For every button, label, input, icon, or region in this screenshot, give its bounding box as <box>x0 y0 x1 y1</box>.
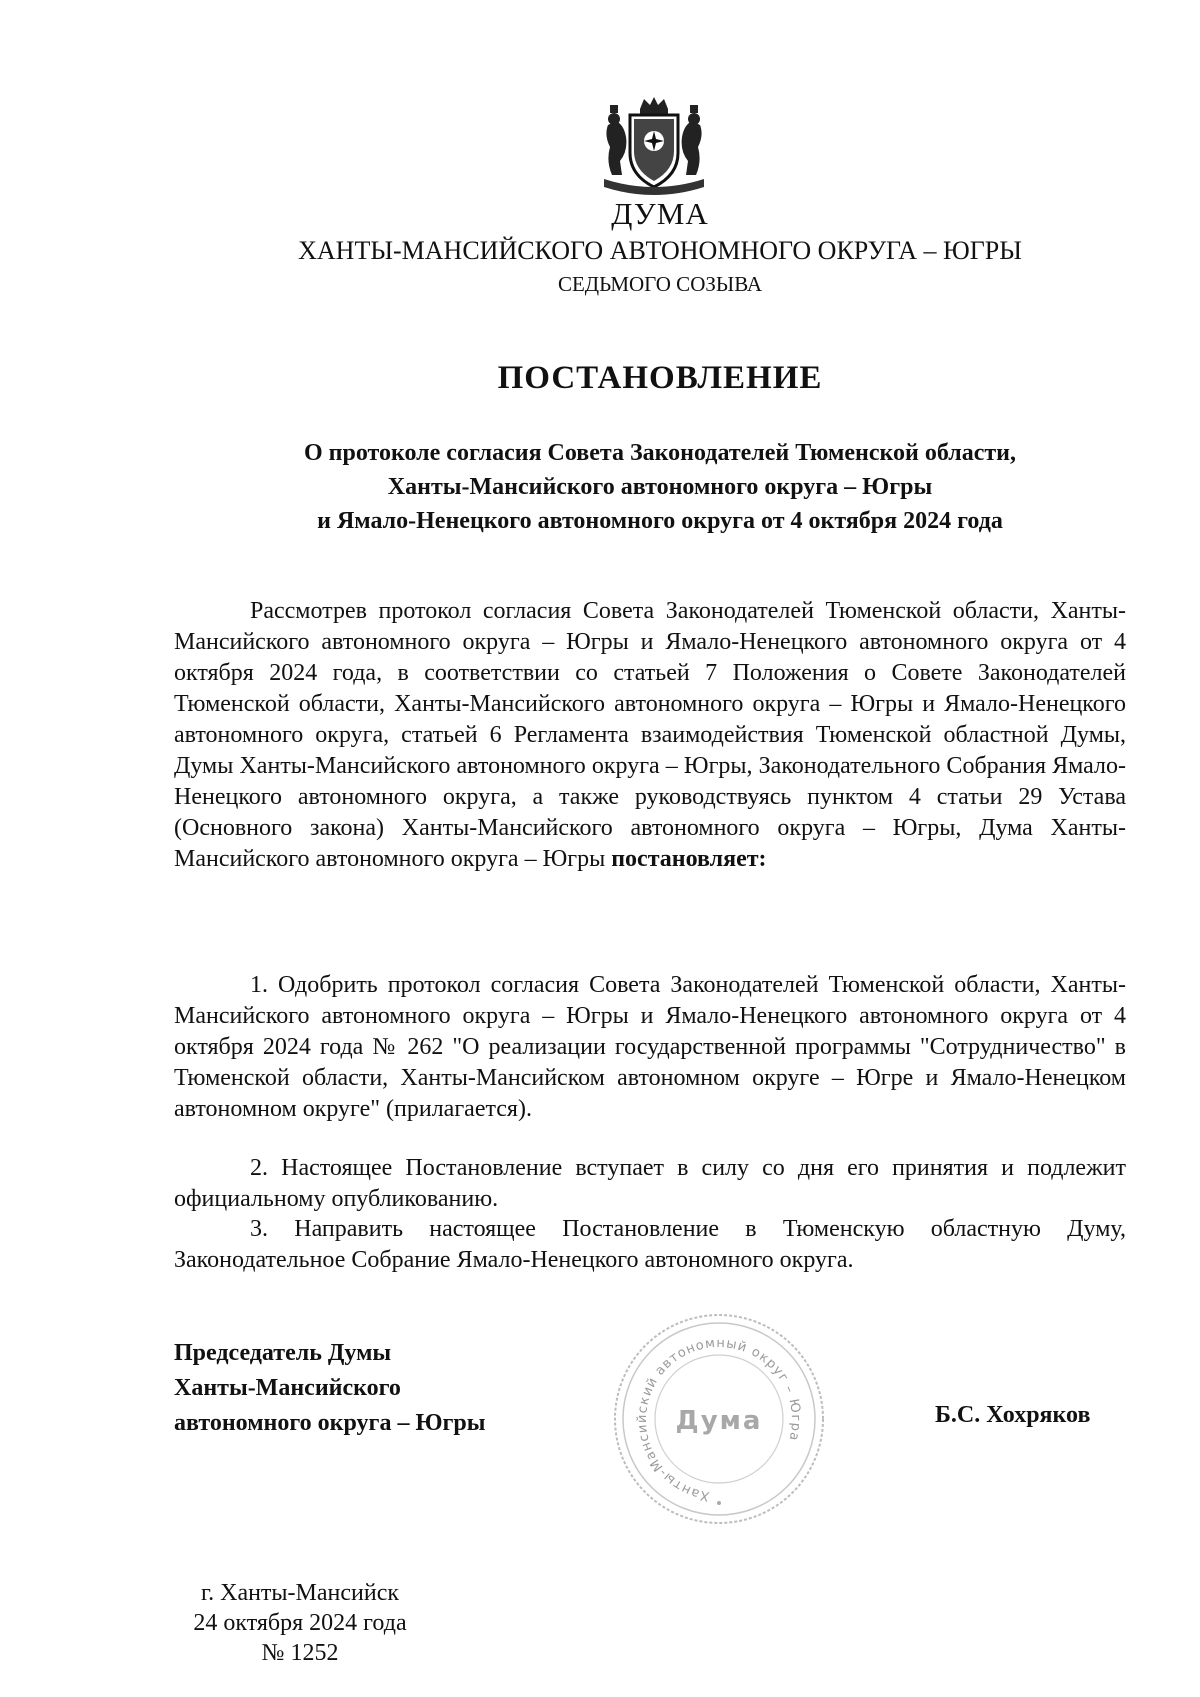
resolution-point-3: 3. Направить настоящее Постановление в Тюменскую областную Думу, Законодательное Собрание Ямало-Ненецкого автономного округа. <box>174 1216 1126 1273</box>
preamble-text: Рассмотрев протокол согласия Совета Законодателей Тюменской области, Ханты-Мансийского автономного округа – Югры и Ямало-Ненецкого автономного округа от 4 октября 2024 года, в соответствии со статьей 7 Положения о Совете Законодателей Тюменской области, Ханты-Мансийского автономного округа – Югры и Ямало-Ненецкого автономного округа, статьей 6 Регламента взаимодействия Тюменской областной Думы, Думы Ханты-Мансийского автономного округа – Югры, Законодательного Собрания Ямало-Ненецкого автономного округа, а также руководствуясь пунктом 4 статьи 29 Устава (Основного закона) Ханты-Мансийского автономного округа – Югры, Дума Ханты-Мансийского автономного округа – Югры <box>174 598 1126 872</box>
signer-position-line: Ханты-Мансийского <box>174 1375 401 1401</box>
signer-position-line: Председатель Думы <box>174 1340 392 1366</box>
seal-center-text: Дума <box>675 1406 763 1436</box>
signer-position-line: автономного округа – Югры <box>174 1410 486 1436</box>
place: г. Ханты-Мансийск <box>200 1580 400 1606</box>
org-name: ДУМА <box>611 196 709 231</box>
convocation: СЕДЬМОГО СОЗЫВА <box>557 272 763 296</box>
resolution-point-2: 2. Настоящее Постановление вступает в силу со дня его принятия и подлежит официальному опубликованию. <box>174 1155 1126 1212</box>
resolution-point-1: 1. Одобрить протокол согласия Совета Законодателей Тюменской области, Ханты-Мансийского автономного округа – Югры и Ямало-Ненецкого автономного округа от 4 октября 2024 года № 262 "О реализации государственной программы "Сотрудничество" в Тюменской области, Ханты-Мансийском автономном округе – Югре и Ямало-Ненецком автономном округе" (прилагается). <box>174 972 1126 1122</box>
official-seal-icon <box>612 1313 827 1526</box>
resolves-word: постановляет: <box>611 846 767 872</box>
preamble-paragraph <box>174 596 1126 875</box>
subject-line: О протоколе согласия Совета Законодателей Тюменской области, <box>303 440 1017 466</box>
signer-name: Б.С. Хохряков <box>935 1402 1091 1428</box>
document-subject <box>150 436 1170 538</box>
org-region: ХАНТЫ-МАНСИЙСКОГО АВТОНОМНОГО ОКРУГА – ЮГРЫ <box>298 236 1022 265</box>
document-title: ПОСТАНОВЛЕНИЕ <box>497 360 823 396</box>
seal-ring-text: Ханты-Мансийский автономный округ – Югра <box>634 1335 804 1504</box>
subject-line: Ханты-Мансийского автономного округа – Югры <box>387 474 933 500</box>
date: 24 октября 2024 года <box>193 1610 407 1636</box>
subject-line: и Ямало-Ненецкого автономного округа от 4 октября 2024 года <box>317 508 1003 534</box>
signer-position <box>174 1336 485 1441</box>
coat-of-arms-icon <box>600 95 708 200</box>
place-and-date <box>170 1578 430 1668</box>
document-number: № 1252 <box>261 1640 339 1666</box>
